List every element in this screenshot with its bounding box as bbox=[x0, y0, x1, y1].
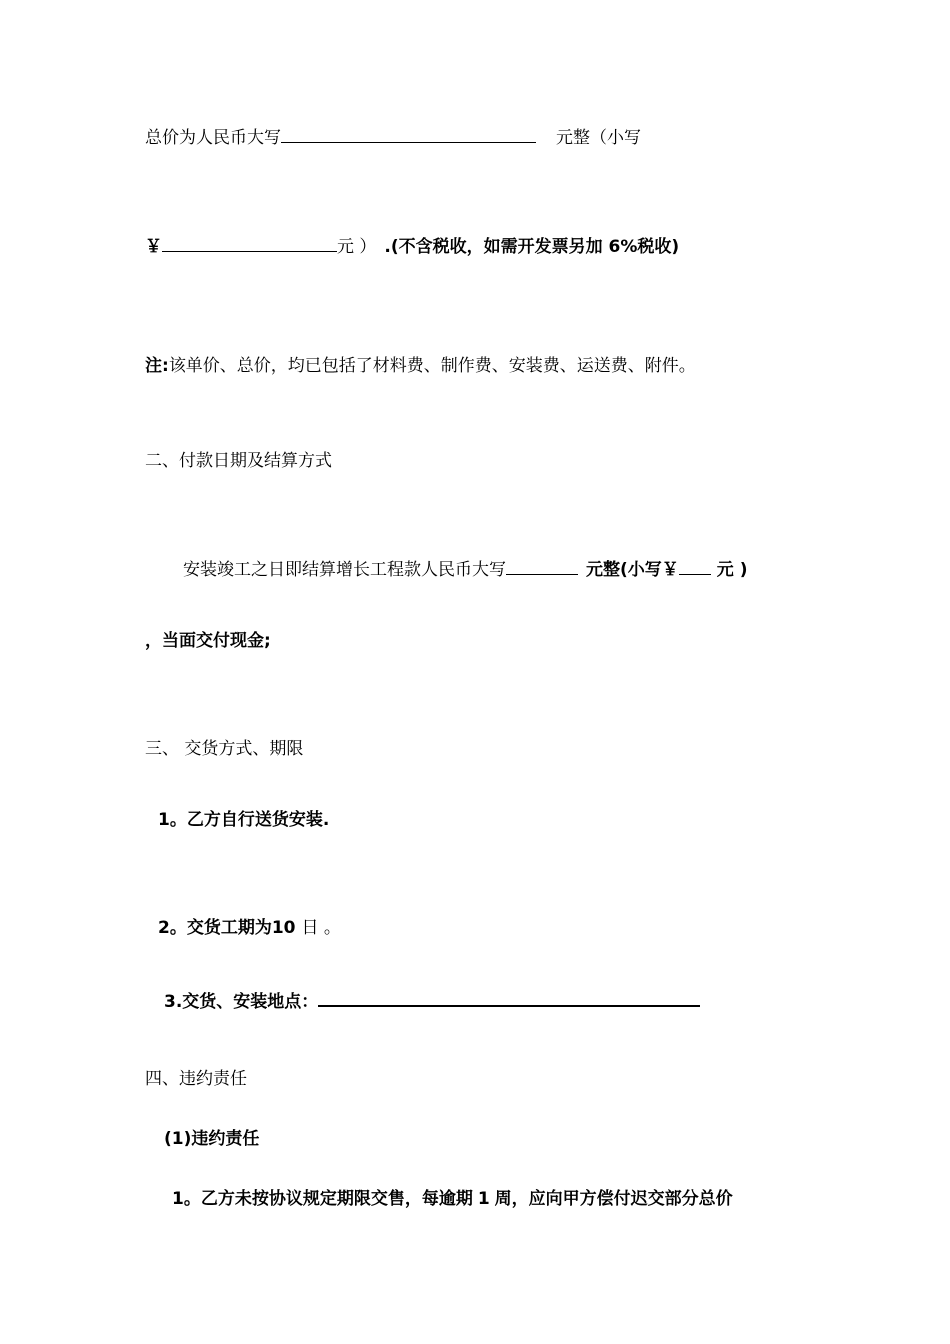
section2-para-part2: 元整(小写￥ bbox=[586, 560, 679, 580]
item3-label: 3.交货、安装地点： bbox=[164, 992, 319, 1012]
amount-words-blank[interactable] bbox=[281, 126, 536, 143]
price-line1-prefix: 总价为人民币大写 bbox=[145, 128, 281, 148]
price-line1-suffix: 元整（小写 bbox=[556, 128, 641, 148]
s4-item1-part2: 周，应向甲方偿付迟交部分总价 bbox=[494, 1189, 733, 1209]
section2-paragraph-line2: ，当面交付现金; bbox=[145, 631, 271, 651]
section3-item-1: 1。乙方自行送货安装. bbox=[158, 810, 330, 830]
section2-paragraph bbox=[183, 558, 747, 581]
item2-part2: 日 。 bbox=[301, 918, 341, 938]
item2-part1: 2。交货工期为 bbox=[158, 918, 272, 938]
section2-heading: 二、付款日期及结算方式 bbox=[145, 451, 332, 471]
s4-item1-part1: 1。乙方未按协议规定期限交售，每逾期 bbox=[172, 1189, 473, 1209]
price-tax-note: .(不含税收，如需开发票另加 6%税收) bbox=[384, 237, 680, 257]
price-line-1 bbox=[145, 126, 641, 149]
delivery-address-blank[interactable] bbox=[318, 989, 700, 1007]
settlement-words-blank[interactable] bbox=[506, 558, 578, 575]
price-line-2 bbox=[145, 235, 679, 258]
note-label: 注: bbox=[145, 356, 169, 376]
price-line2-yuan: 元 ） bbox=[337, 237, 377, 257]
overdue-weeks: 1 bbox=[477, 1189, 490, 1209]
note-text: 该单价、总价，均已包括了材料费、制作费、安装费、运送费、附件。 bbox=[168, 356, 696, 376]
section3-item-3 bbox=[164, 989, 700, 1013]
section3-heading: 三、 交货方式、期限 bbox=[145, 739, 304, 759]
yen-symbol: ￥ bbox=[145, 237, 162, 257]
section4-sub-1: (1)违约责任 bbox=[164, 1129, 260, 1149]
settlement-numeric-blank[interactable] bbox=[679, 558, 711, 575]
section3-item-2 bbox=[158, 917, 341, 939]
section2-para-part3: 元 ) bbox=[716, 560, 748, 580]
amount-numeric-blank[interactable] bbox=[162, 235, 337, 252]
section4-heading: 四、违约责任 bbox=[145, 1069, 247, 1089]
section4-item-1 bbox=[172, 1188, 733, 1210]
delivery-days: 10 bbox=[271, 918, 296, 938]
section2-para-part1: 安装竣工之日即结算增长工程款人民币大写 bbox=[183, 560, 506, 580]
note-line bbox=[145, 355, 696, 377]
